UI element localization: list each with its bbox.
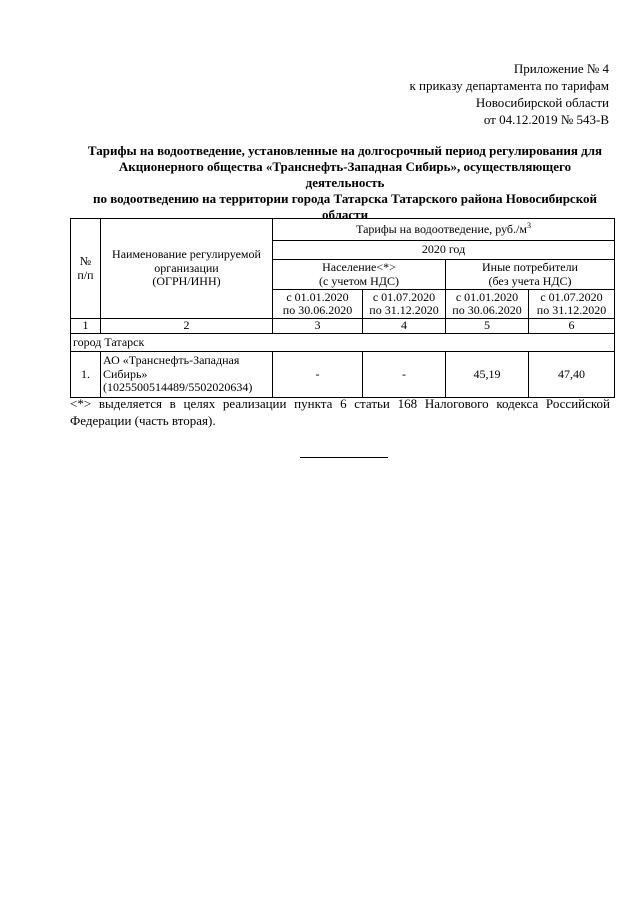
header-year-cell: 2020 год <box>273 241 615 260</box>
period-line: с 01.07.2020 <box>540 289 603 304</box>
appendix-reference <box>409 60 609 128</box>
table-row <box>71 352 615 398</box>
header-population-line: Население<*> <box>322 260 396 274</box>
column-number-cell: 2 <box>101 319 273 334</box>
header-num-line: п/п <box>77 267 94 282</box>
footnote <box>70 395 610 429</box>
period-line: по 30.06.2020 <box>282 303 353 317</box>
column-number-cell: 3 <box>273 319 363 334</box>
period-line: по 30.06.2020 <box>452 303 522 317</box>
section-title-cell: город Татарск <box>71 334 615 352</box>
row-num-cell: 1. <box>71 352 101 398</box>
column-number-cell: 4 <box>363 319 446 334</box>
header-population-line: (с учетом НДС) <box>319 273 399 288</box>
column-number-cell: 6 <box>529 319 615 334</box>
header-num-line: № <box>79 254 92 268</box>
separator-line <box>300 457 388 458</box>
title-line: по водоотведению на территории города Татарска Татарского района Новосибирской <box>92 191 598 206</box>
header-num-cell <box>71 219 101 319</box>
period-line: с 01.01.2020 <box>286 289 349 304</box>
appendix-line: к приказу департамента по тарифам <box>409 78 609 93</box>
period-line: по 31.12.2020 <box>369 303 439 317</box>
row-value-cell: 47,40 <box>529 352 615 398</box>
header-org-cell <box>101 219 273 319</box>
row-org-line: Сибирь» <box>103 366 148 381</box>
row-value-cell: - <box>273 352 363 398</box>
header-org-line: организации <box>154 260 219 275</box>
period-line: с 01.07.2020 <box>372 289 436 304</box>
header-others-line: (без учета НДС) <box>488 273 572 288</box>
header-others-cell <box>446 260 615 290</box>
header-population-cell <box>273 260 446 290</box>
row-org-line: АО «Транснефть-Западная <box>103 353 240 368</box>
header-others-line: Иные потребители <box>482 260 578 274</box>
header-org-line: (ОГРН/ИНН) <box>152 274 221 289</box>
appendix-line: Приложение № 4 <box>513 61 609 76</box>
section-row <box>71 334 615 352</box>
row-value-cell: - <box>363 352 446 398</box>
header-tariffs-label: Тарифы на водоотведение, руб./м <box>356 221 527 236</box>
column-numbers-row <box>71 319 615 334</box>
column-number-cell: 1 <box>71 319 101 334</box>
header-period-cell <box>446 290 529 319</box>
header-org-line: Наименование регулируемой <box>112 247 261 262</box>
period-line: с 01.01.2020 <box>455 289 519 304</box>
header-period-cell <box>363 290 446 319</box>
document-title <box>84 143 606 223</box>
header-tariffs-cell <box>273 219 615 241</box>
title-line: области <box>321 207 369 222</box>
appendix-line: от 04.12.2019 № 543-В <box>483 112 609 127</box>
header-period-cell <box>529 290 615 319</box>
footnote-text: <*> выделяется в целях реализации пункта 6 статьи 168 Налогового кодекса Российской Федерации (часть вторая). <box>70 396 610 428</box>
header-period-cell <box>273 290 363 319</box>
header-row-tariffs <box>71 219 615 241</box>
appendix-line: Новосибирской области <box>475 95 609 110</box>
header-tariffs-sup: 3 <box>526 220 531 230</box>
period-line: по 31.12.2020 <box>536 303 607 317</box>
tariffs-table <box>70 218 615 398</box>
row-org-cell <box>101 352 273 398</box>
column-number-cell: 5 <box>446 319 529 334</box>
row-org-line: (1025500514489/5502020634) <box>103 380 253 395</box>
title-line: Тарифы на водоотведение, установленные на долгосрочный период регулирования для <box>87 143 603 158</box>
row-value-cell: 45,19 <box>446 352 529 398</box>
title-line: Акционерного общества «Транснефть-Западная Сибирь», осуществляющего деятельность <box>118 159 572 190</box>
